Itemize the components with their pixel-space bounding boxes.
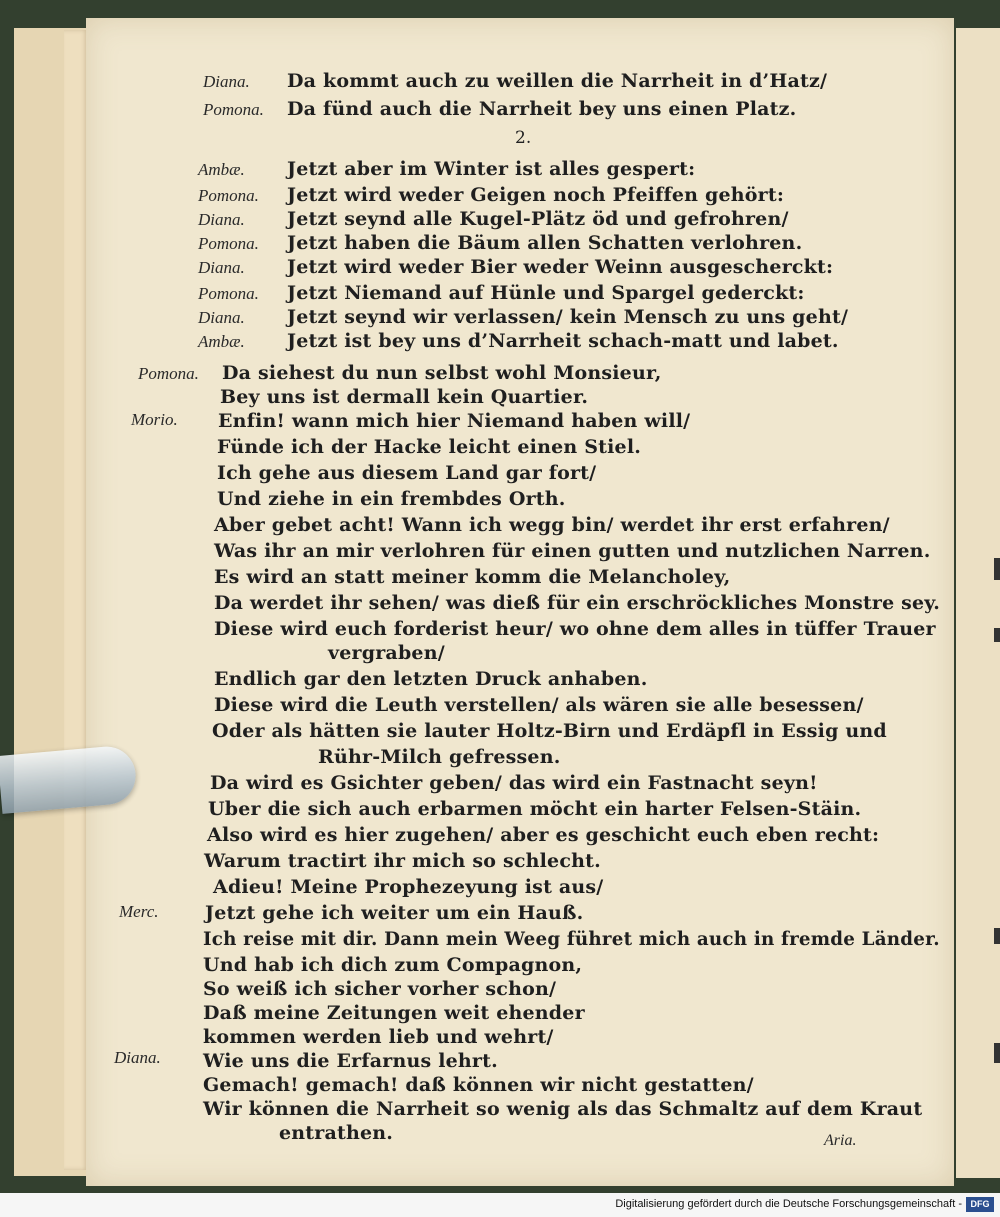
text-line: Ich gehe aus diesem Land gar fort/ (217, 462, 597, 484)
text-line: Jetzt Niemand auf Hünle und Spargel gederckt: (287, 282, 805, 304)
text-line: entrathen. (279, 1122, 394, 1144)
text-line: Rühr-Milch gefressen. (318, 746, 561, 768)
speaker-label: Ambæ. (198, 160, 245, 179)
speaker-label: Pomona. (198, 234, 259, 253)
facing-page-glyph (994, 558, 1000, 580)
catchword: Aria. (824, 1132, 857, 1149)
text-line: Da wird es Gsichter geben/ das wird ein Fastnacht seyn! (210, 772, 818, 794)
text-line: Wie uns die Erfarnus lehrt. (203, 1050, 498, 1072)
text-line: Adieu! Meine Prophezeyung ist aus/ (213, 876, 604, 898)
text-line: Oder als hätten sie lauter Holtz-Birn und Erdäpfl in Essig und (212, 720, 887, 742)
book-gutter (64, 30, 88, 1170)
speaker-label: Diana. (203, 72, 250, 91)
text-line: Es wird an statt meiner komm die Melancholey, (214, 566, 731, 588)
text-line: Enfin! wann mich hier Niemand haben will/ (218, 410, 691, 432)
text-line: Da siehest du nun selbst wohl Monsieur, (222, 362, 662, 384)
text-line: Diese wird euch forderist heur/ wo ohne dem alles in tüffer Trauer (214, 618, 936, 640)
text-line: Diese wird die Leuth verstellen/ als wären sie alle besessen/ (214, 694, 864, 716)
dfg-logo: DFG (966, 1197, 994, 1212)
facing-page-glyph (994, 1043, 1000, 1063)
speaker-label: Ambæ. (198, 332, 245, 351)
text-line: Uber die sich auch erbarmen möcht ein harter Felsen-Stäin. (208, 798, 862, 820)
page-number: 2. (515, 128, 532, 148)
text-line: Da kommt auch zu weillen die Narrheit in d’Hatz/ (287, 70, 828, 92)
facing-page-glyph (994, 928, 1000, 944)
speaker-label: Diana. (198, 210, 245, 229)
text-line: Warum tractirt ihr mich so schlecht. (204, 850, 601, 872)
speaker-label: Pomona. (138, 364, 199, 383)
speaker-label: Pomona. (203, 100, 264, 119)
speaker-label: Merc. (119, 902, 159, 921)
text-line: Fünde ich der Hacke leicht einen Stiel. (217, 436, 642, 458)
text-line: Jetzt aber im Winter ist alles gespert: (287, 158, 696, 180)
speaker-label: Morio. (131, 410, 178, 429)
text-line: Endlich gar den letzten Druck anhaben. (214, 668, 648, 690)
text-line: Jetzt wird weder Geigen noch Pfeiffen gehört: (287, 184, 785, 206)
speaker-label: Diana. (198, 258, 245, 277)
text-line: Bey uns ist dermall kein Quartier. (220, 386, 589, 408)
text-line: Jetzt gehe ich weiter um ein Hauß. (205, 902, 584, 924)
footer-bar (0, 1193, 1000, 1217)
text-line: Jetzt wird weder Bier weder Weinn ausgescherckt: (287, 256, 834, 278)
text-line: Jetzt seynd alle Kugel-Plätz öd und gefrohren/ (287, 208, 789, 230)
text-line: So weiß ich sicher vorher schon/ (203, 978, 557, 1000)
facing-page-edge (956, 28, 1000, 1178)
text-line: Da werdet ihr sehen/ was dieß für ein erschröckliches Monstre sey. (214, 592, 941, 614)
text-line: Jetzt ist bey uns d’Narrheit schach-matt und labet. (287, 330, 839, 352)
text-line: Daß meine Zeitungen weit ehender (203, 1002, 585, 1024)
facing-page-glyph (994, 628, 1000, 642)
text-line: Ich reise mit dir. Dann mein Weeg führet mich auch in fremde Länder. (203, 928, 940, 950)
text-line: Und ziehe in ein frembdes Orth. (217, 488, 566, 510)
text-line: Jetzt haben die Bäum allen Schatten verlohren. (287, 232, 803, 254)
speaker-label: Pomona. (198, 284, 259, 303)
text-line: Wir können die Narrheit so wenig als das Schmaltz auf dem Kraut (203, 1098, 923, 1120)
speaker-label: Diana. (198, 308, 245, 327)
text-line: kommen werden lieb und wehrt/ (203, 1026, 554, 1048)
text-line: Was ihr an mir verlohren für einen gutten und nutzlichen Narren. (214, 540, 931, 562)
footer-credit: Digitalisierung gefördert durch die Deutsche Forschungsgemeinschaft - (615, 1198, 962, 1210)
text-line: Da fünd auch die Narrheit bey uns einen Platz. (287, 98, 797, 120)
text-line: Und hab ich dich zum Compagnon, (203, 954, 583, 976)
text-line: vergraben/ (328, 642, 445, 664)
text-line: Also wird es hier zugehen/ aber es geschicht euch eben recht: (207, 824, 880, 846)
text-line: Jetzt seynd wir verlassen/ kein Mensch zu uns geht/ (287, 306, 849, 328)
text-line: Aber gebet acht! Wann ich wegg bin/ werdet ihr erst erfahren/ (214, 514, 890, 536)
speaker-label: Diana. (114, 1048, 161, 1067)
text-line: Gemach! gemach! daß können wir nicht gestatten/ (203, 1074, 754, 1096)
speaker-label: Pomona. (198, 186, 259, 205)
